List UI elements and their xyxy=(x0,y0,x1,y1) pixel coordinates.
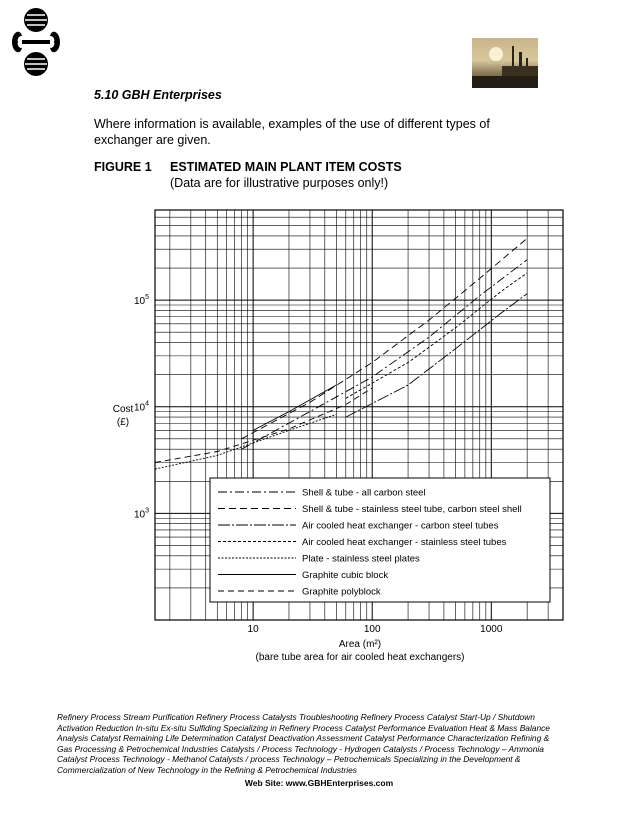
legend-label: Shell & tube - stainless steel tube, carbon steel shell xyxy=(302,504,522,515)
chart-series-group xyxy=(155,238,527,469)
website-link[interactable]: Web Site: www.GBHEnterprises.com xyxy=(244,778,394,788)
y-axis-label: Cost xyxy=(112,404,134,415)
x-axis-note: (bare tube area for air cooled heat exchangers) xyxy=(255,652,465,663)
cost-chart xyxy=(100,200,580,670)
y-tick-label: $10^3$ xyxy=(133,507,149,521)
figure-title: ESTIMATED MAIN PLANT ITEM COSTS xyxy=(170,160,402,174)
x-tick-label: 100 xyxy=(363,624,381,635)
x-axis-label: Area (m²) xyxy=(338,639,382,650)
y-tick-label: $10^5$ xyxy=(133,294,149,308)
intro-paragraph: Where information is available, examples of the use of different types of exchanger are given. xyxy=(94,117,490,147)
company-logo-icon xyxy=(8,6,64,78)
legend-label: Graphite polyblock xyxy=(302,586,381,598)
x-tick-label: 10 xyxy=(247,624,259,635)
legend-label: Plate - stainless steel plates xyxy=(302,553,420,565)
figure-note: (Data are for illustrative purposes only!) xyxy=(170,176,389,190)
footer-services-text: Refinery Process Stream Purification Refinery Process Catalysts Troubleshooting Refinery Process Catalyst Start-Up / Shutdown Activation Reduction In-situ Ex-situ Sulfiding Specializing in Refinery Process Catalyst Performance Evaluation Heat & Mass Balance Analysis Catalyst Remaining Life Determination Catalyst Deactivation Assessment Catalyst Performance Characterization Refining & Gas Processing & Petrochemical Industries Catalysts / Process Technology - Hydrogen Catalysts / Process Technology – Ammonia Catalyst Process Technology - Methanol Catalysts / process Technology – Petrochemicals Specializing in the Development & Commercialization of New Technology in the Refining & Petrochemical Industries xyxy=(57,712,550,775)
section-title: 5.10 GBH Enterprises xyxy=(94,88,222,102)
series-line xyxy=(242,238,528,438)
y-axis-title xyxy=(113,404,134,428)
series-line xyxy=(253,385,336,430)
chart-legend xyxy=(210,478,550,602)
series-line xyxy=(346,273,527,398)
series-line xyxy=(242,260,528,450)
y-axis-unit: (£) xyxy=(116,417,130,428)
x-tick-label: 1000 xyxy=(480,624,503,635)
series-line xyxy=(155,414,336,469)
legend-label: Air cooled heat exchanger - stainless steel tubes xyxy=(302,537,507,548)
legend-label: Graphite cubic block xyxy=(302,570,389,581)
figure-label: FIGURE 1 xyxy=(94,160,152,174)
y-tick-label: $10^4$ xyxy=(133,400,149,414)
legend-label: Air cooled heat exchanger - carbon steel tubes xyxy=(302,520,499,532)
series-line xyxy=(346,294,527,418)
refinery-photo xyxy=(472,38,538,88)
legend-label: Shell & tube - all carbon steel xyxy=(302,487,426,499)
